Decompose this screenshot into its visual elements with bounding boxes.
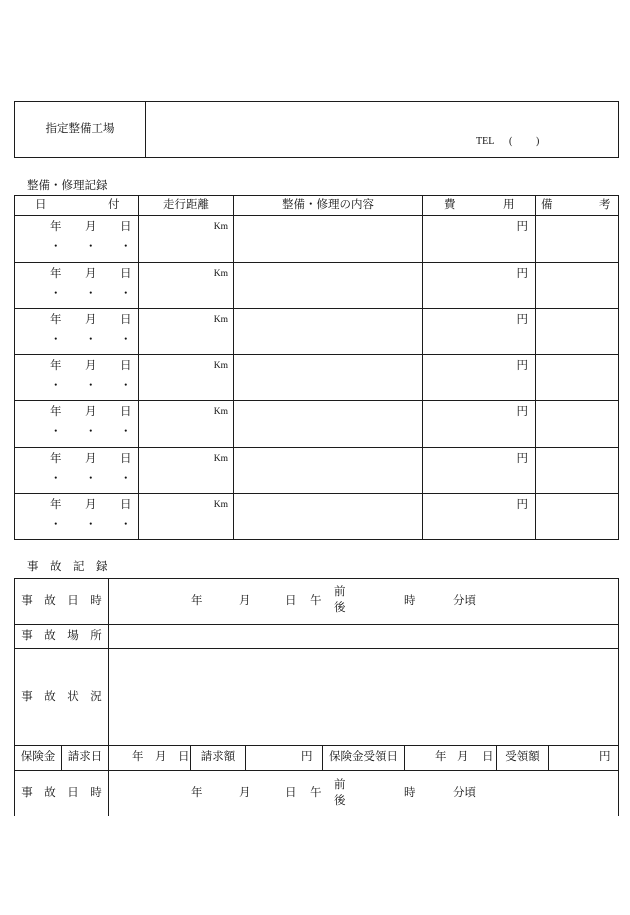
remarks-cell	[535, 354, 619, 401]
date-separator-dot: ・	[120, 288, 132, 300]
tel-label: TEL	[476, 136, 495, 147]
year-label: 年	[50, 453, 62, 465]
accident-datetime-label: 事 故 日 時	[21, 595, 102, 607]
year-label: 年	[50, 360, 62, 372]
cost-unit-label: 円	[516, 314, 528, 326]
date-separator-dot: ・	[85, 334, 97, 346]
minute-label: 分頃	[453, 787, 476, 799]
year-label: 年	[50, 221, 62, 233]
year-label: 年	[50, 314, 62, 326]
hour-label: 時	[404, 595, 416, 607]
mileage-unit-label: Km	[213, 454, 228, 464]
content-header: 整備・修理の内容	[282, 199, 374, 211]
remarks-cell	[535, 262, 619, 309]
remarks-cell	[535, 493, 619, 540]
remarks-cell	[535, 400, 619, 448]
date-separator-dot: ・	[50, 241, 62, 253]
year-label: 年	[50, 406, 62, 418]
content-cell	[233, 308, 423, 355]
mileage-unit-label: Km	[213, 361, 228, 371]
accident-datetime-value-cell	[108, 578, 619, 625]
day-label: 日	[120, 314, 132, 326]
cost-unit-label: 円	[516, 453, 528, 465]
hour-label: 時	[404, 787, 416, 799]
accident-location-value-cell	[108, 624, 619, 649]
accident-location-label: 事 故 場 所	[21, 630, 102, 642]
date-separator-dot: ・	[120, 426, 132, 438]
year-label: 年	[435, 751, 447, 763]
month-label: 月	[457, 751, 469, 763]
month-label: 月	[239, 595, 251, 607]
day-label: 日	[285, 787, 297, 799]
workshop-label: 指定整備工場	[45, 123, 115, 135]
day-label: 日	[120, 453, 132, 465]
month-label: 月	[85, 453, 97, 465]
date-separator-dot: ・	[50, 380, 62, 392]
pm-label: 後	[334, 795, 346, 807]
meridiem-prefix-label: 午	[310, 595, 322, 607]
year-label: 年	[191, 595, 203, 607]
cost-unit-label: 円	[516, 499, 528, 511]
mileage-unit-label: Km	[213, 222, 228, 232]
remarks-header-right: 考	[599, 199, 611, 211]
month-label: 月	[155, 751, 167, 763]
mileage-unit-label: Km	[213, 269, 228, 279]
year-label: 年	[191, 787, 203, 799]
day-label: 日	[120, 406, 132, 418]
day-label: 日	[120, 268, 132, 280]
date-header-left: 日	[35, 199, 47, 211]
accident-record-title: 事 故 記 録	[27, 561, 108, 573]
date-separator-dot: ・	[50, 288, 62, 300]
cost-unit-label: 円	[516, 406, 528, 418]
date-separator-dot: ・	[85, 519, 97, 531]
content-cell	[233, 354, 423, 401]
year-label: 年	[132, 751, 144, 763]
date-separator-dot: ・	[50, 334, 62, 346]
accident-datetime-value-cell	[108, 770, 619, 816]
received-date-label: 保険金受領日	[329, 751, 398, 763]
remarks-header-left: 備	[541, 199, 553, 211]
month-label: 月	[85, 499, 97, 511]
year-label: 年	[50, 268, 62, 280]
claim-date-label: 請求日	[67, 751, 103, 763]
maintenance-record-title: 整備・修理記録	[27, 180, 108, 192]
claim-amount-label: 請求額	[200, 751, 236, 763]
date-separator-dot: ・	[50, 519, 62, 531]
day-label: 日	[285, 595, 297, 607]
date-separator-dot: ・	[120, 241, 132, 253]
mileage-header: 走行距離	[163, 199, 209, 211]
mileage-unit-label: Km	[213, 315, 228, 325]
content-cell	[233, 215, 423, 263]
cost-unit-label: 円	[516, 360, 528, 372]
tel-paren-close: )	[536, 136, 540, 147]
date-separator-dot: ・	[120, 519, 132, 531]
date-separator-dot: ・	[120, 334, 132, 346]
claim-amount-unit: 円	[301, 751, 313, 763]
date-separator-dot: ・	[85, 241, 97, 253]
cost-unit-label: 円	[516, 268, 528, 280]
accident-situation-value-cell	[108, 648, 619, 746]
am-label: 前	[334, 779, 346, 791]
date-header-cell	[14, 195, 139, 216]
cost-header-cell	[422, 195, 536, 216]
day-label: 日	[178, 751, 190, 763]
date-separator-dot: ・	[50, 426, 62, 438]
date-separator-dot: ・	[85, 380, 97, 392]
accident-situation-label: 事 故 状 況	[21, 691, 102, 703]
month-label: 月	[85, 360, 97, 372]
day-label: 日	[120, 221, 132, 233]
day-label: 日	[120, 360, 132, 372]
tel-paren-open: (	[509, 136, 513, 147]
received-amount-unit: 円	[599, 751, 611, 763]
accident-datetime-label: 事 故 日 時	[21, 787, 102, 799]
cost-header-left: 費	[444, 199, 456, 211]
cost-unit-label: 円	[516, 221, 528, 233]
mileage-unit-label: Km	[213, 500, 228, 510]
remarks-cell	[535, 308, 619, 355]
remarks-cell	[535, 447, 619, 494]
cost-header-right: 用	[503, 199, 515, 211]
insurance-label: 保険金	[20, 751, 56, 763]
date-separator-dot: ・	[120, 473, 132, 485]
day-label: 日	[482, 751, 494, 763]
date-header-right: 付	[108, 199, 120, 211]
month-label: 月	[85, 406, 97, 418]
content-cell	[233, 447, 423, 494]
workshop-info-cell	[145, 101, 619, 158]
date-separator-dot: ・	[50, 473, 62, 485]
received-amount-label: 受領額	[505, 751, 540, 763]
date-separator-dot: ・	[85, 288, 97, 300]
month-label: 月	[85, 314, 97, 326]
month-label: 月	[85, 221, 97, 233]
remarks-cell	[535, 215, 619, 263]
content-cell	[233, 400, 423, 448]
meridiem-prefix-label: 午	[310, 787, 322, 799]
am-label: 前	[334, 586, 346, 598]
date-separator-dot: ・	[85, 473, 97, 485]
mileage-unit-label: Km	[213, 407, 228, 417]
month-label: 月	[239, 787, 251, 799]
day-label: 日	[120, 499, 132, 511]
content-cell	[233, 262, 423, 309]
minute-label: 分頃	[453, 595, 476, 607]
date-separator-dot: ・	[85, 426, 97, 438]
year-label: 年	[50, 499, 62, 511]
content-cell	[233, 493, 423, 540]
month-label: 月	[85, 268, 97, 280]
pm-label: 後	[334, 602, 346, 614]
date-separator-dot: ・	[120, 380, 132, 392]
